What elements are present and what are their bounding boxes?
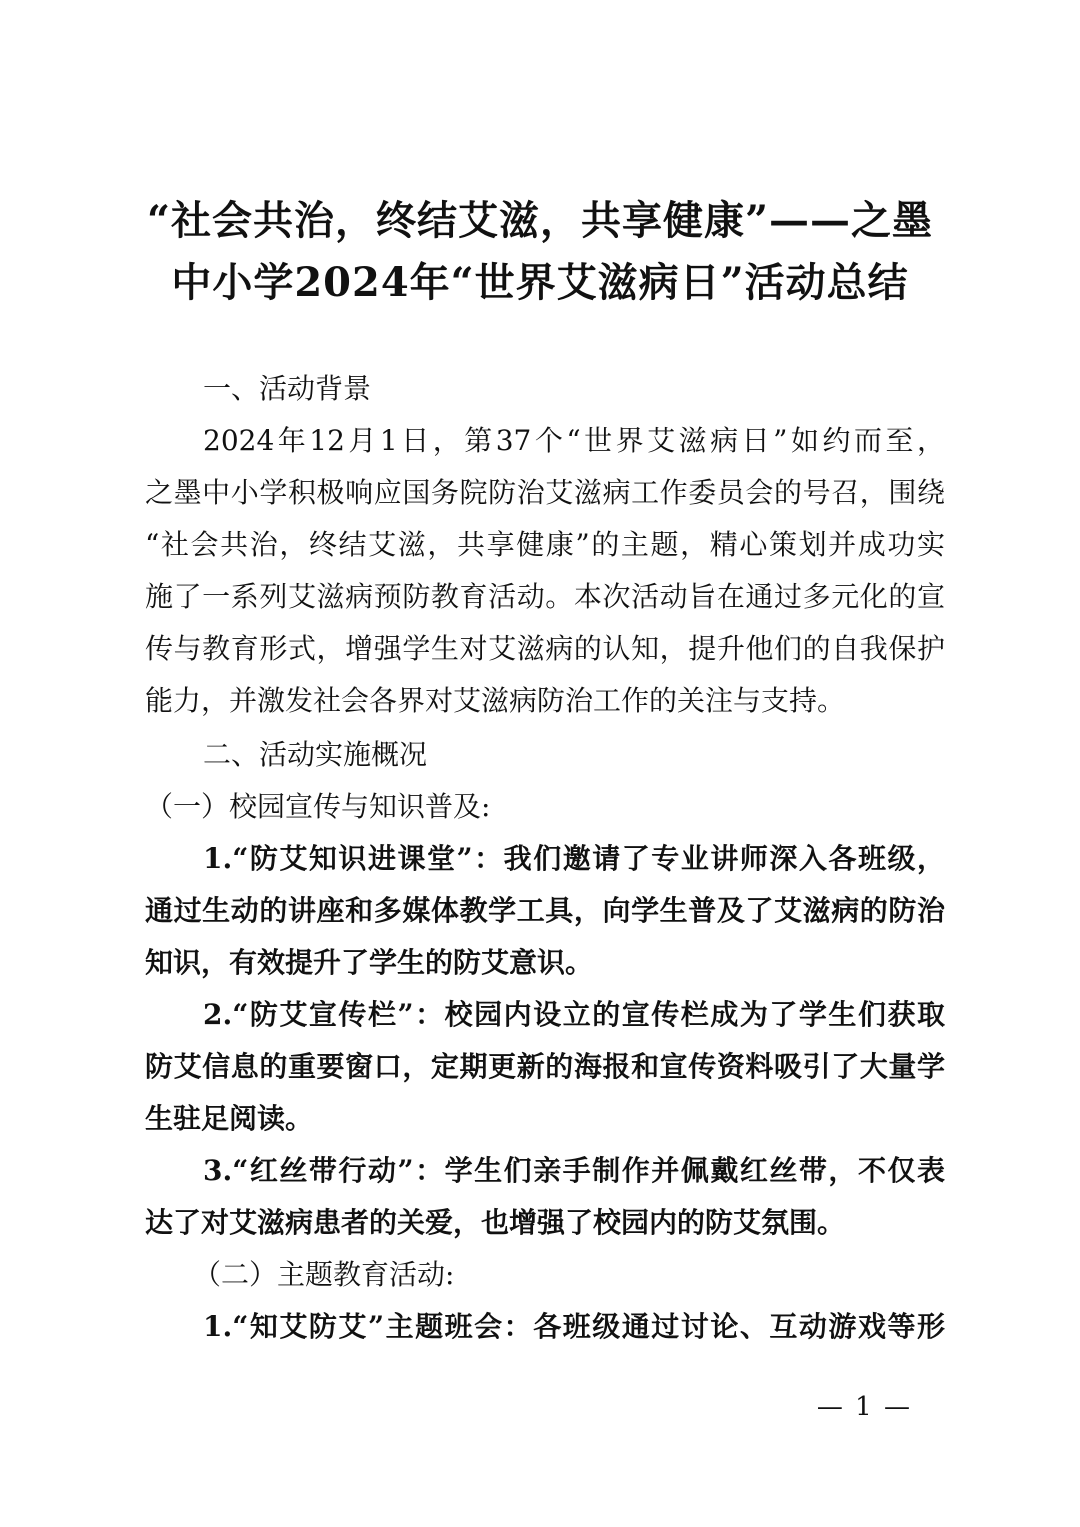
subsection-heading-theme: （二）主题教育活动: [193,1258,455,1291]
item-2-line: 2.“防艾宣传栏”：校园内设立的宣传栏成为了学生们获取 [203,998,945,1031]
item-4-line: 1.“知艾防艾”主题班会：各班级通过讨论、互动游戏等形 [203,1310,945,1343]
item-1-line: 知识，有效提升了学生的防艾意识。 [145,946,594,979]
item-3-line: 达了对艾滋病患者的关爱，也增强了校园内的防艾氛围。 [145,1206,846,1239]
title-line-1: “社会共治，终结艾滋，共享健康”——之墨 [146,197,933,244]
item-1-line: 通过生动的讲座和多媒体教学工具，向学生普及了艾滋病的防治 [145,894,945,927]
title-line-2: 中小学2024年“世界艾滋病日”活动总结 [171,259,909,306]
section-heading-implementation: 二、活动实施概况 [203,738,428,771]
section-heading-background: 一、活动背景 [203,372,372,405]
item-3-line: 3.“红丝带行动”：学生们亲手制作并佩戴红丝带，不仅表 [203,1154,945,1187]
item-1-line: 1.“防艾知识进课堂”：我们邀请了专业讲师深入各班级， [203,842,945,875]
item-2-line: 防艾信息的重要窗口，定期更新的海报和宣传资料吸引了大量学 [145,1050,945,1083]
paragraph-line: “社会共治，终结艾滋，共享健康”的主题，精心策划并成功实 [145,528,945,561]
document-title [120,190,960,314]
paragraph-line: 之墨中小学积极响应国务院防治艾滋病工作委员会的号召，围绕 [145,476,945,509]
subsection-heading-campus: （一）校园宣传与知识普及: [145,790,491,823]
paragraph-line: 能力，并激发社会各界对艾滋病防治工作的关注与支持。 [145,684,846,717]
paragraph-line: 2024年12月1日，第37个“世界艾滋病日”如约而至， [203,424,945,457]
paragraph-line: 施了一系列艾滋病预防教育活动。本次活动旨在通过多元化的宣 [145,580,945,613]
item-2-line: 生驻足阅读。 [145,1102,314,1135]
paragraph-line: 传与教育形式，增强学生对艾滋病的认知，提升他们的自我保护 [145,632,945,665]
page-number: — 1 — [816,1392,912,1422]
